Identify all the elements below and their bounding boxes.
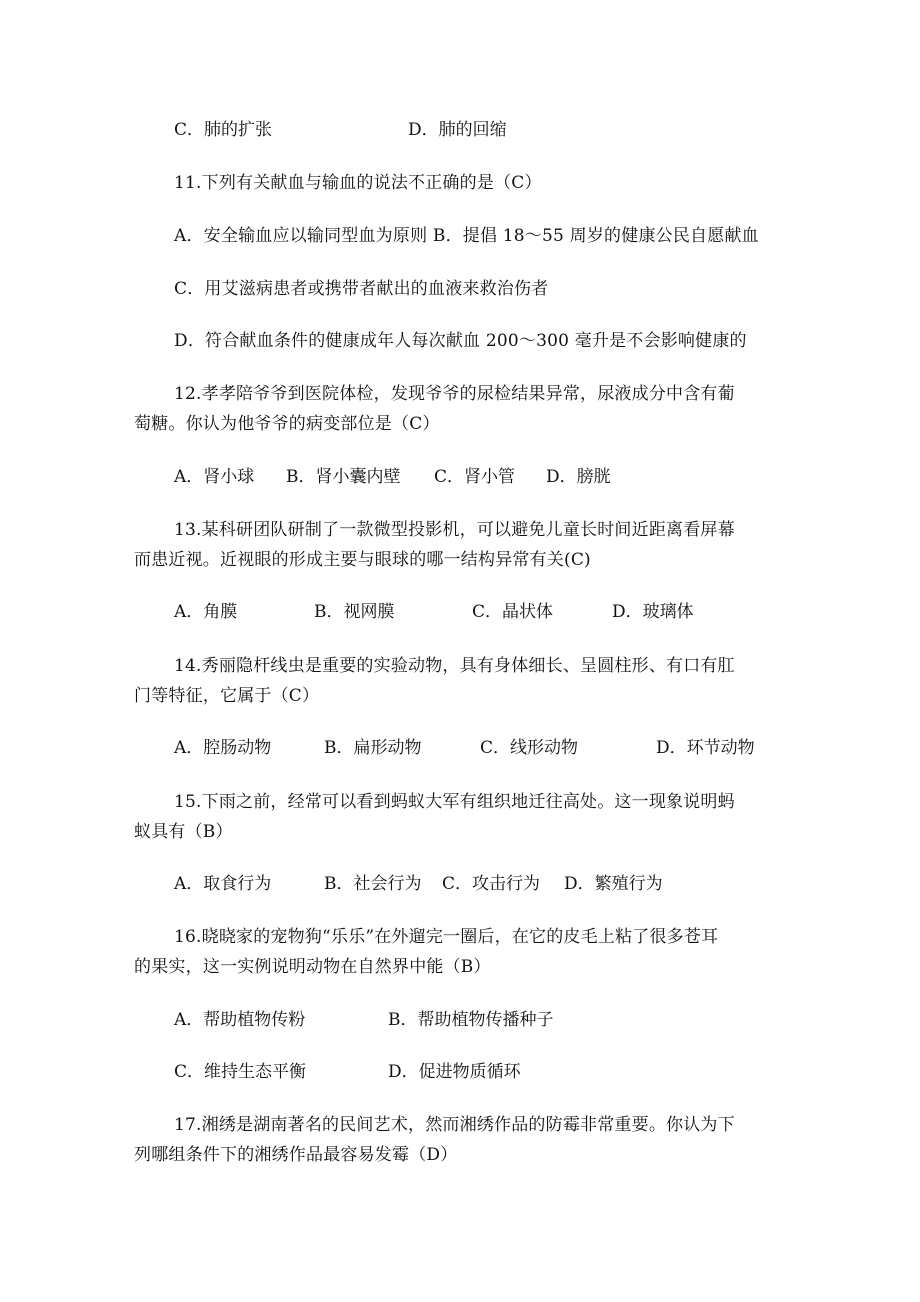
q13-option-c: C．晶状体 bbox=[472, 602, 554, 622]
q15-stem-line2: 蚁具有（B） bbox=[134, 822, 233, 842]
q12-stem-line2: 萄糖。你认为他爷爷的病变部位是（C） bbox=[134, 414, 440, 434]
q12-option-d: D．膀胱 bbox=[546, 467, 611, 487]
q15-stem-line1: 15.下雨之前，经常可以看到蚂蚁大军有组织地迁往高处。这一现象说明蚂 bbox=[174, 792, 735, 812]
q13-stem-line1: 13.某科研团队研制了一款微型投影机，可以避免儿童长时间近距离看屏幕 bbox=[174, 520, 735, 540]
q15-option-d: D．繁殖行为 bbox=[564, 874, 663, 894]
q16-stem-line1: 16.晓晓家的宠物狗“乐乐”在外遛完一圈后，在它的皮毛上粘了很多苍耳 bbox=[174, 927, 719, 947]
q13-option-a: A．角膜 bbox=[174, 602, 238, 622]
q11-options-ab: A．安全输血应以输同型血为原则 B．提倡 18～55 周岁的健康公民自愿献血 bbox=[174, 226, 759, 246]
q16-option-d: D．促进物质循环 bbox=[388, 1062, 521, 1082]
q15-option-c: C．攻击行为 bbox=[442, 874, 541, 894]
q14-option-a: A．腔肠动物 bbox=[174, 738, 272, 758]
q15-option-b: B．社会行为 bbox=[324, 874, 422, 894]
q16-option-a: A．帮助植物传粉 bbox=[174, 1010, 306, 1030]
q12-option-b: B．肾小囊内壁 bbox=[286, 467, 401, 487]
q13-option-d: D．玻璃体 bbox=[612, 602, 694, 622]
q12-option-a: A．肾小球 bbox=[174, 467, 255, 487]
q10-option-c: C．肺的扩张 bbox=[174, 120, 273, 140]
q14-option-c: C．线形动物 bbox=[480, 738, 579, 758]
q11-stem: 11.下列有关献血与输血的说法不正确的是（C） bbox=[174, 173, 542, 193]
q13-option-b: B．视网膜 bbox=[314, 602, 395, 622]
q14-option-d: D．环节动物 bbox=[656, 738, 755, 758]
q12-option-c: C．肾小管 bbox=[434, 467, 516, 487]
q14-stem-line2: 门等特征，它属于（C） bbox=[134, 686, 320, 706]
q11-option-d: D．符合献血条件的健康成年人每次献血 200～300 毫升是不会影响健康的 bbox=[174, 331, 747, 351]
q16-option-c: C．维持生态平衡 bbox=[174, 1062, 307, 1082]
q13-stem-line2: 而患近视。近视眼的形成主要与眼球的哪一结构异常有关(C) bbox=[134, 550, 591, 570]
q16-stem-line2: 的果实，这一实例说明动物在自然界中能（B） bbox=[134, 957, 491, 977]
q14-stem-line1: 14.秀丽隐杆线虫是重要的实验动物，具有身体细长、呈圆柱形、有口有肛 bbox=[174, 656, 735, 676]
q16-option-b: B．帮助植物传播种子 bbox=[388, 1010, 554, 1030]
q10-option-d: D．肺的回缩 bbox=[408, 120, 507, 140]
q15-option-a: A．取食行为 bbox=[174, 874, 272, 894]
q11-option-c: C．用艾滋病患者或携带者献出的血液来救治伤者 bbox=[174, 279, 549, 299]
q17-stem-line1: 17.湘绣是湖南著名的民间艺术，然而湘绣作品的防霉非常重要。你认为下 bbox=[174, 1115, 735, 1135]
q12-stem-line1: 12.孝孝陪爷爷到医院体检，发现爷爷的尿检结果异常，尿液成分中含有葡 bbox=[174, 384, 735, 404]
q14-option-b: B．扁形动物 bbox=[324, 738, 422, 758]
q17-stem-line2: 列哪组条件下的湘绣作品最容易发霉（D） bbox=[134, 1145, 458, 1165]
